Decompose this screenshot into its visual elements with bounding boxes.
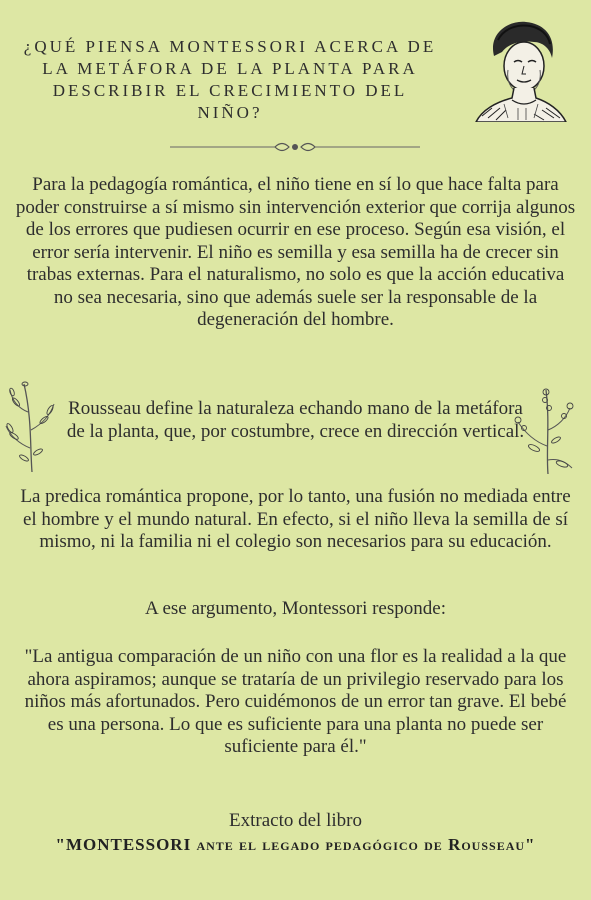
paragraph-romantic-pedagogy: Para la pedagogía romántica, el niño tiene en sí lo que hace falta para poder construirse a sí mismo sin intervención exterior que corrija algunos de los errores que pudiesen ocurrir en ese proceso. Según esa visión, el error sería intervenir. El niño es semilla y esa semilla ha de crecer sin trabas externas. Para el naturalismo, no solo es que la acción educativa no sea necesaria, sino que además suele ser la responsable de la degeneración del hombre. (15, 174, 576, 330)
paragraph-rousseau: Rousseau define la naturaleza echando mano de la metáfora de la planta, que, por costumbre, crece en dirección vertical. (66, 398, 525, 442)
portrait-icon (474, 18, 568, 122)
montessori-quote: "La antigua comparación de un niño con una flor es la realidad a la que ahora aspiramos; aunque se trataría de un privilegio reservado para los niños más afortunados. Pero cuidémonos de un error tan grave. El bebé es una persona. Lo que es suficiente para una planta no puede ser suficiente para él." (24, 646, 567, 757)
paragraph-romantic-preaching: La predica romántica propone, por lo tanto, una fusión no mediada entre el hombre y el mundo natural. En efecto, si el niño lleva la semilla de sí mismo, ni la familia ni el colegio son necesarios para su educación. (20, 486, 571, 552)
paragraph-montessori-responds: A ese argumento, Montessori responde: (145, 598, 446, 619)
flower-sprig-icon (512, 386, 576, 476)
book-excerpt-label: Extracto del libro (229, 810, 362, 831)
ornamental-divider-icon (170, 140, 420, 154)
page-title: ¿QUÉ PIENSA MONTESSORI ACERCA DE LA METÁFORA DE LA PLANTA PARA DESCRIBIR EL CRECIMIENTO DEL NIÑO? (23, 37, 437, 122)
book-title: "MONTESSORI ante el legado pedagógico de Rousseau" (55, 835, 536, 854)
